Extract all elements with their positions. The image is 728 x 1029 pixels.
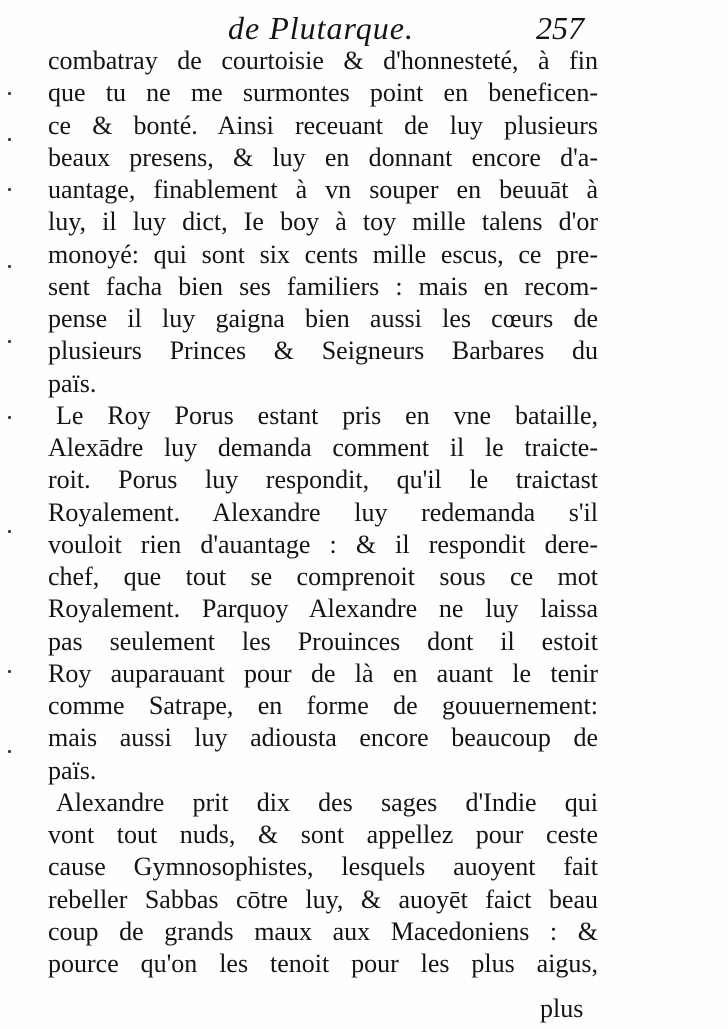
running-title: de Plutarque. <box>228 10 414 46</box>
text-line: ce & bonté. Ainsi receuant de luy plusieurs <box>48 110 598 140</box>
text-line: Alexādre luy demanda comment il le traicte- <box>48 433 598 462</box>
text-line: coup de grands maux aux Macedoniens : & <box>48 916 598 946</box>
text-line: Royalement. Parquoy Alexandre ne luy laissa <box>48 594 598 624</box>
text-line: combatray de courtoisie & d'honnesteté, à fin <box>48 46 598 75</box>
text-line: luy, il luy dict, Ie boy à toy mille talens d'or <box>48 207 598 237</box>
text-line: mais aussi luy adiousta encore beaucoup de <box>48 723 598 753</box>
catchword: plus <box>540 994 584 1023</box>
paragraph-2 <box>48 400 598 787</box>
text-line: roit. Porus luy respondit, qu'il le traictast <box>48 465 598 495</box>
text-line: pource qu'on les tenoit pour les plus aigus, <box>48 949 598 978</box>
text-line: uantage, finablement à vn souper en beuuāt à <box>48 175 598 204</box>
text-line: Royalement. Alexandre luy redemanda s'il <box>48 497 598 527</box>
text-line: beaux presens, & luy en donnant encore d'a- <box>48 142 598 172</box>
margin-specks <box>8 60 18 820</box>
text-line: comme Satrape, en forme de gouuernement: <box>48 691 598 720</box>
text-line: Alexandre prit dix des sages d'Indie qui <box>56 787 598 817</box>
text-line: rebeller Sabbas cōtre luy, & auoyēt faict beau <box>48 884 598 914</box>
text-line: monoyé: qui sont six cents mille escus, ce pre- <box>48 239 598 269</box>
page-header <box>0 2 728 46</box>
paragraph-1 <box>48 45 598 400</box>
text-line: vont tout nuds, & sont appellez pour ceste <box>48 820 598 849</box>
text-line: vouloit rien d'auantage : & il respondit dere- <box>48 529 598 559</box>
text-line: cause Gymnosophistes, lesquels auoyent fait <box>48 852 598 882</box>
text-line: païs. <box>48 368 97 398</box>
text-line: que tu ne me surmontes point en beneficen- <box>48 78 598 108</box>
text-line: Le Roy Porus estant pris en vne bataille, <box>56 400 598 430</box>
text-line: pas seulement les Prouinces dont il estoit <box>48 626 598 656</box>
text-line: plusieurs Princes & Seigneurs Barbares du <box>48 336 598 366</box>
text-line: païs. <box>48 755 97 785</box>
text-body <box>48 45 598 980</box>
text-line: sent facha bien ses familiers : mais en recom- <box>48 271 598 301</box>
text-line: chef, que tout se comprenoit sous ce mot <box>48 562 598 591</box>
text-line: pense il luy gaigna bien aussi les cœurs de <box>48 304 598 333</box>
page-number: 257 <box>536 10 584 46</box>
text-line: Roy auparauant pour de là en auant le tenir <box>48 658 598 688</box>
paragraph-3 <box>48 787 598 981</box>
